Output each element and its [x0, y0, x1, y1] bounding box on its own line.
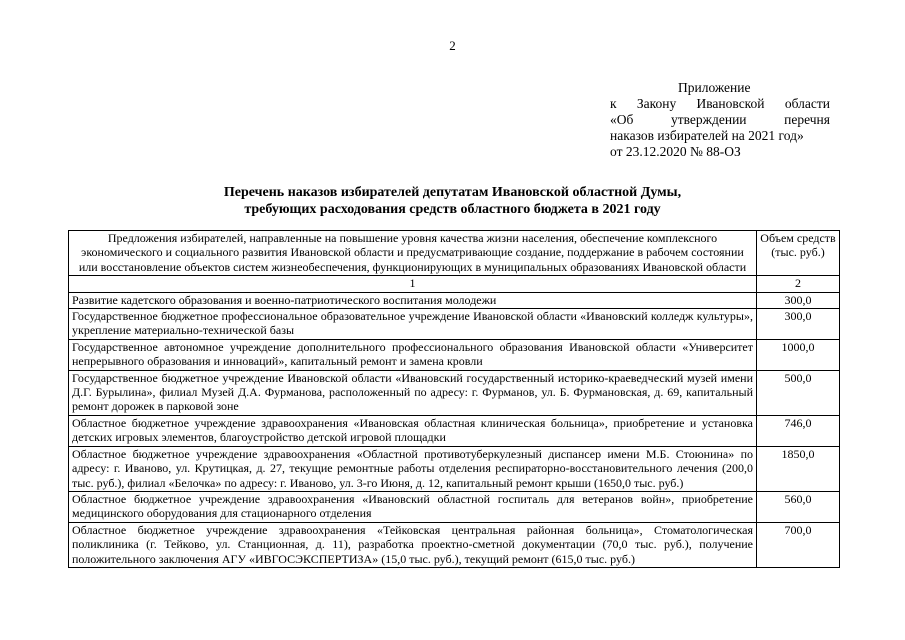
- header-amount: Объем средств (тыс. руб.): [757, 231, 840, 276]
- row-description: Государственное бюджетное учреждение Ивановской области «Ивановский государственный историко-краеведческий музей имени Д.Г. Бурылина», филиал Музей Д.А. Фурманова, расположенный по адресу: г. Фурманов, ул. Б. Фурмановская, д. 69, капитальный ремонт дорожек в парковой зоне: [69, 370, 757, 415]
- row-description: Областное бюджетное учреждение здравоохранения «Областной противотуберкулезный диспансер имени М.Б. Стоюнина» по адресу: г. Иваново, ул. Крутицкая, д. 27, текущие ремонтные работы отделения респираторно-восстановительного лечения (200,0 тыс. руб.), филиал «Белочка» по адресу: г. Иваново, ул. 3-го Июня, д. 12, капитальный ремонт крыши (1650,0 тыс. руб.): [69, 446, 757, 491]
- appendix-word: Закону: [636, 96, 677, 111]
- title-line-1: Перечень наказов избирателей депутатам Ивановской областной Думы,: [223, 185, 682, 200]
- appendix-word: перечня: [784, 112, 830, 127]
- column-number-1: 1: [69, 276, 757, 292]
- appendix-word: области: [784, 96, 830, 111]
- table-row: [69, 370, 840, 415]
- row-amount: 300,0: [757, 292, 840, 308]
- table-row: [69, 309, 840, 340]
- appendix-line-4: наказов избирателей на 2021 год»: [610, 128, 804, 143]
- row-description: Развитие кадетского образования и военно-патриотического воспитания молодежи: [69, 292, 757, 308]
- row-amount: 1000,0: [757, 339, 840, 370]
- row-amount: 700,0: [757, 522, 840, 567]
- column-number-row: [69, 276, 840, 292]
- row-description: Государственное бюджетное профессиональное образовательное учреждение Ивановской области «Ивановский колледж культуры», укрепление материально-технической базы: [69, 309, 757, 340]
- row-amount: 1850,0: [757, 446, 840, 491]
- table-row: [69, 339, 840, 370]
- appendix-line-2: [610, 96, 830, 112]
- table-row: [69, 292, 840, 308]
- table-row: [69, 491, 840, 522]
- column-number-2: 2: [757, 276, 840, 292]
- row-amount: 300,0: [757, 309, 840, 340]
- appendix-line-3: [610, 112, 830, 128]
- table-row: [69, 415, 840, 446]
- header-description: Предложения избирателей, направленные на повышение уровня качества жизни населения, обеспечение комплексного экономического и социального развития Ивановской области и предусматривающие создание, поддержание в рабочем состоянии или восстановление объектов систем жизнеобеспечения, функционирующих в муниципальных образованиях Ивановской области: [69, 231, 757, 276]
- title-line-2: требующих расходования средств областного бюджета в 2021 году: [244, 202, 661, 217]
- appendix-word: «Об: [610, 112, 634, 127]
- row-amount: 500,0: [757, 370, 840, 415]
- row-amount: 560,0: [757, 491, 840, 522]
- row-description: Областное бюджетное учреждение здравоохранения «Ивановский областной госпиталь для ветеранов войн», приобретение медицинского оборудования для стационарного отделения: [69, 491, 757, 522]
- row-description: Государственное автономное учреждение дополнительного профессионального образования Ивановской области «Университет непрерывного образования и инноваций», капитальный ремонт и замена кровли: [69, 339, 757, 370]
- appendix-word: к: [610, 96, 617, 111]
- table-header-row: [69, 231, 840, 276]
- orders-table: [68, 230, 840, 568]
- appendix-line-5: от 23.12.2020 № 88-ОЗ: [610, 144, 741, 159]
- appendix-line-1: Приложение: [678, 80, 751, 95]
- row-description: Областное бюджетное учреждение здравоохранения «Ивановская областная клиническая больница», приобретение и установка детских игровых элементов, благоустройство детской игровой площадки: [69, 415, 757, 446]
- table-row: [69, 446, 840, 491]
- document-title: [0, 184, 905, 218]
- row-amount: 746,0: [757, 415, 840, 446]
- page-number: 2: [449, 38, 456, 53]
- appendix-block: [610, 80, 830, 160]
- table-row: [69, 522, 840, 567]
- appendix-word: Ивановской: [696, 96, 765, 111]
- appendix-word: утверждении: [670, 112, 747, 127]
- row-description: Областное бюджетное учреждение здравоохранения «Тейковская центральная районная больница», Стоматологическая поликлиника (г. Тейково, ул. Станционная, д. 11), разработка проектно-сметной документации (70,0 тыс. руб.), получение положительного заключения АГУ «ИВГОСЭКСПЕРТИЗА» (15,0 тыс. руб.), текущий ремонт (615,0 тыс. руб.): [69, 522, 757, 567]
